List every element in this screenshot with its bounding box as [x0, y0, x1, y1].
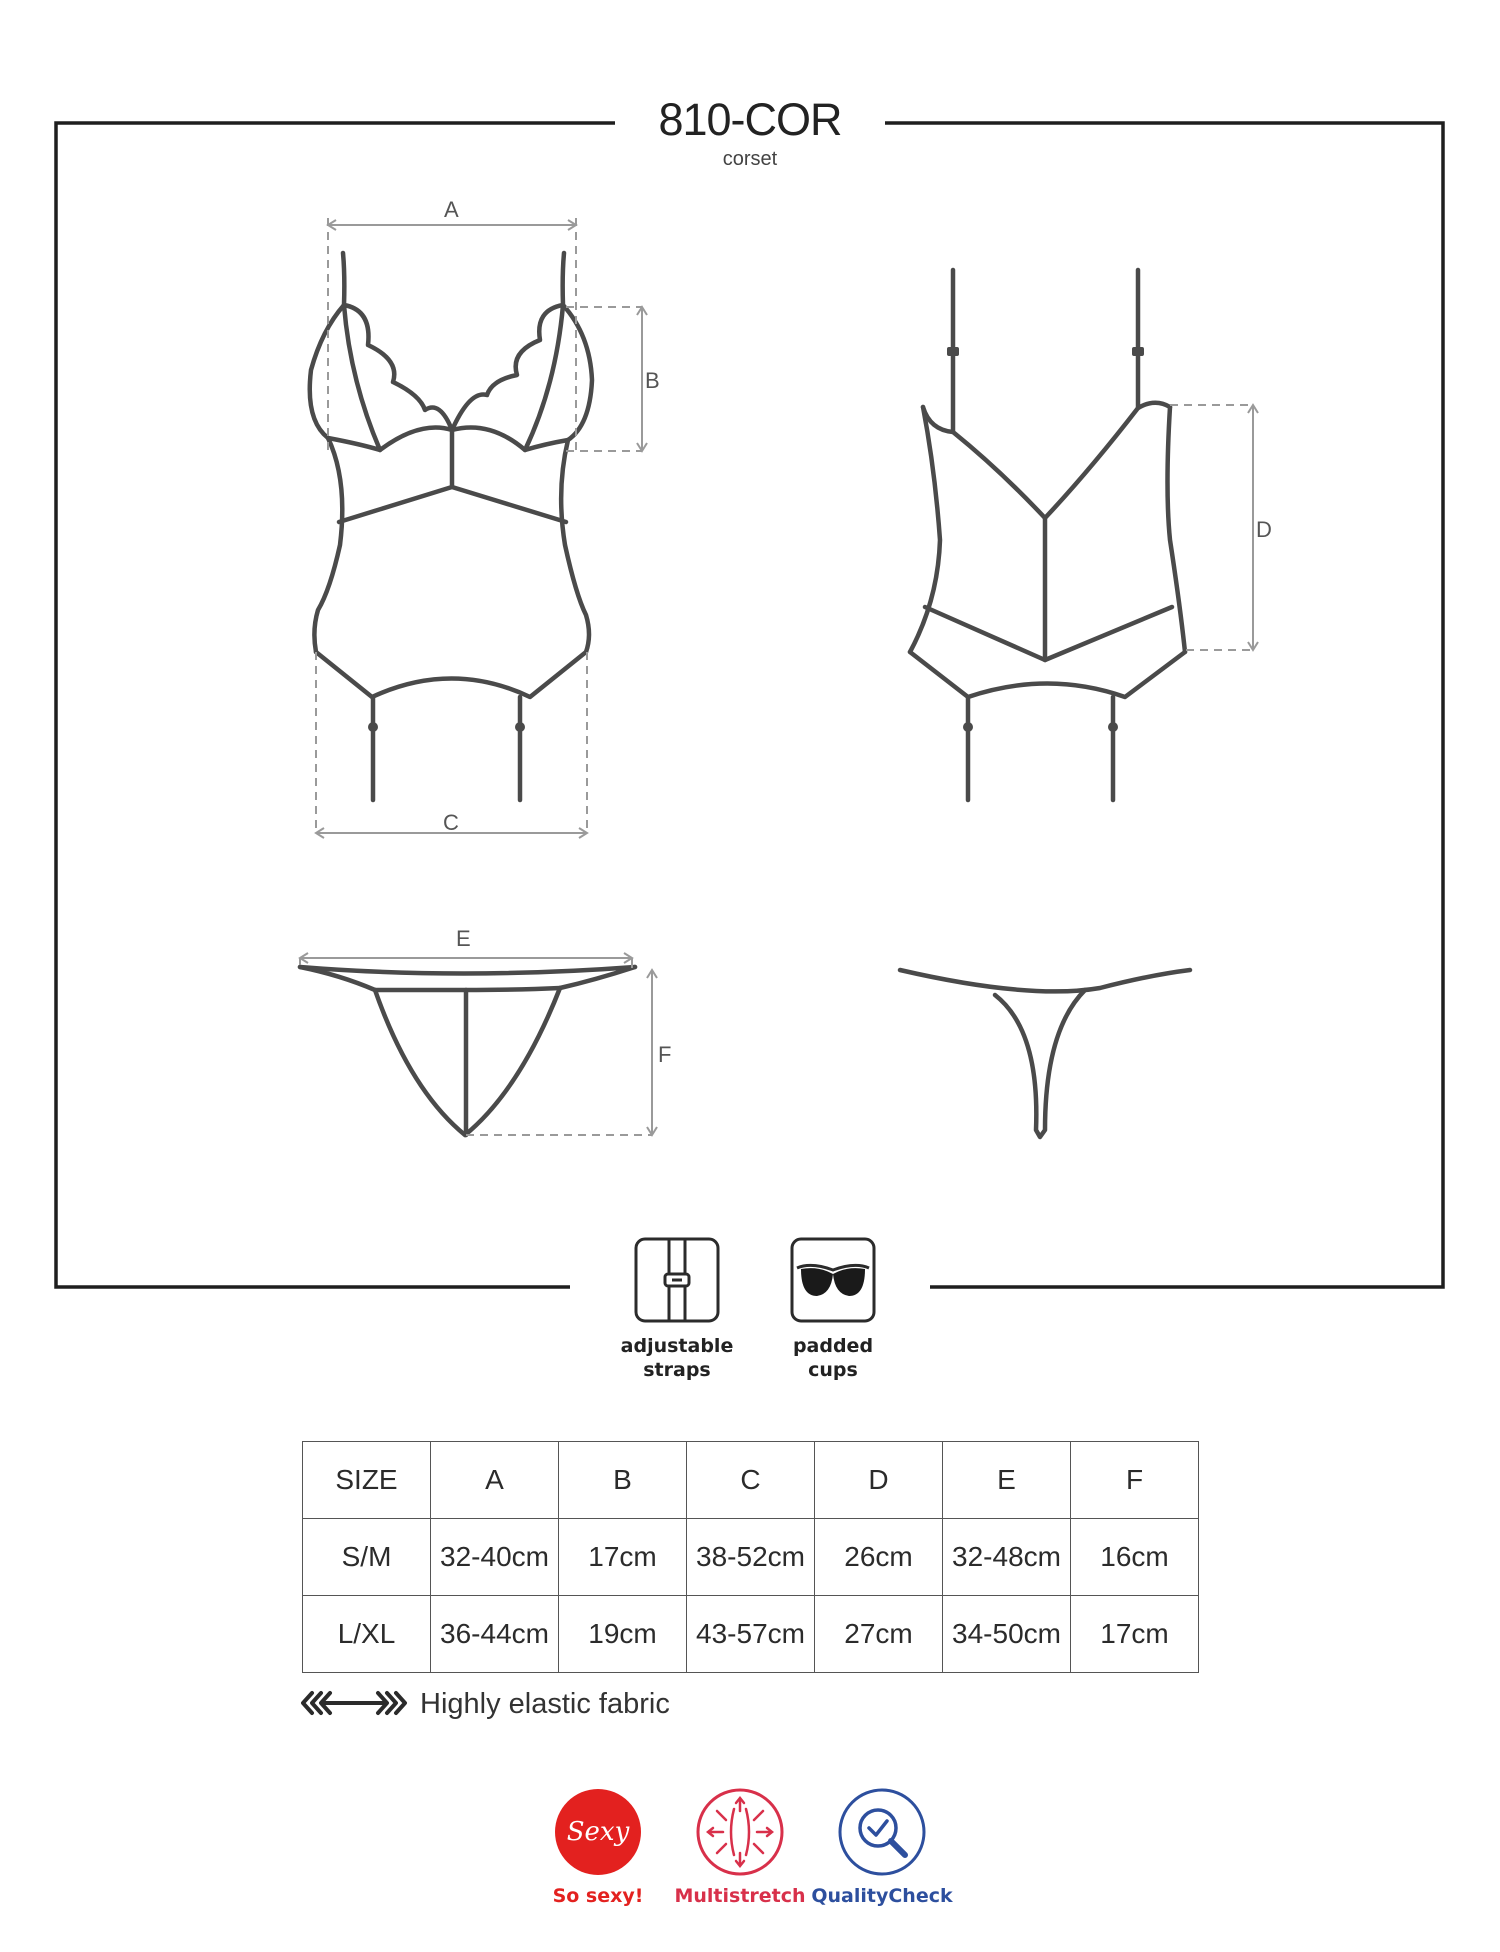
feature-label-padded-cups: padded cups — [792, 1335, 874, 1381]
table-header-cell: A — [431, 1442, 559, 1519]
quality-check-icon — [837, 1787, 927, 1877]
table-cell: 16cm — [1071, 1519, 1199, 1596]
dim-label-a: A — [444, 197, 459, 222]
badge-label-so-sexy: So sexy! — [552, 1885, 644, 1907]
frame — [56, 123, 1443, 1287]
table-cell: 36-44cm — [431, 1596, 559, 1673]
model-title: 810-COR — [658, 94, 842, 145]
double-arrow-stretch-icon — [300, 1690, 408, 1716]
padded-cups-icon — [789, 1236, 877, 1324]
feature-label-adjustable-straps: adjustable straps — [620, 1335, 734, 1381]
dim-label-c: C — [443, 810, 459, 835]
table-cell: 32-40cm — [431, 1519, 559, 1596]
table-header-row — [303, 1442, 1199, 1519]
size-table — [302, 1441, 1199, 1673]
table-header-cell: F — [1071, 1442, 1199, 1519]
table-header-cell: D — [815, 1442, 943, 1519]
dim-label-d: D — [1256, 517, 1272, 542]
table-cell: 38-52cm — [687, 1519, 815, 1596]
svg-text:Sexy: Sexy — [566, 1817, 630, 1847]
dim-label-f: F — [658, 1042, 672, 1067]
badge-label-quality-check: QualityCheck — [811, 1885, 953, 1907]
table-cell: 26cm — [815, 1519, 943, 1596]
category-subtitle: corset — [722, 148, 778, 170]
table-cell: 17cm — [1071, 1596, 1199, 1673]
table-header-cell: E — [943, 1442, 1071, 1519]
table-cell: 43-57cm — [687, 1596, 815, 1673]
table-row — [303, 1596, 1199, 1673]
table-cell: 27cm — [815, 1596, 943, 1673]
badge-label-multistretch: Multistretch — [674, 1885, 806, 1907]
garter-clips-front — [368, 722, 525, 732]
dim-label-b: B — [645, 368, 660, 393]
table-header-cell: B — [559, 1442, 687, 1519]
table-cell-size: S/M — [303, 1519, 431, 1596]
table-header-cell: C — [687, 1442, 815, 1519]
corset-front-drawing — [310, 253, 592, 800]
thong-back-drawing — [900, 970, 1190, 1137]
table-cell: 17cm — [559, 1519, 687, 1596]
table-header-cell: SIZE — [303, 1442, 431, 1519]
table-row — [303, 1519, 1199, 1596]
multistretch-icon — [695, 1787, 785, 1877]
elastic-fabric-note: Highly elastic fabric — [420, 1688, 670, 1720]
table-cell: 19cm — [559, 1596, 687, 1673]
adjustable-straps-icon — [633, 1236, 721, 1324]
sexy-badge-icon — [553, 1787, 643, 1877]
table-cell: 32-48cm — [943, 1519, 1071, 1596]
dim-label-e: E — [456, 926, 471, 951]
thong-front-drawing — [300, 967, 635, 1135]
table-cell: 34-50cm — [943, 1596, 1071, 1673]
table-cell-size: L/XL — [303, 1596, 431, 1673]
